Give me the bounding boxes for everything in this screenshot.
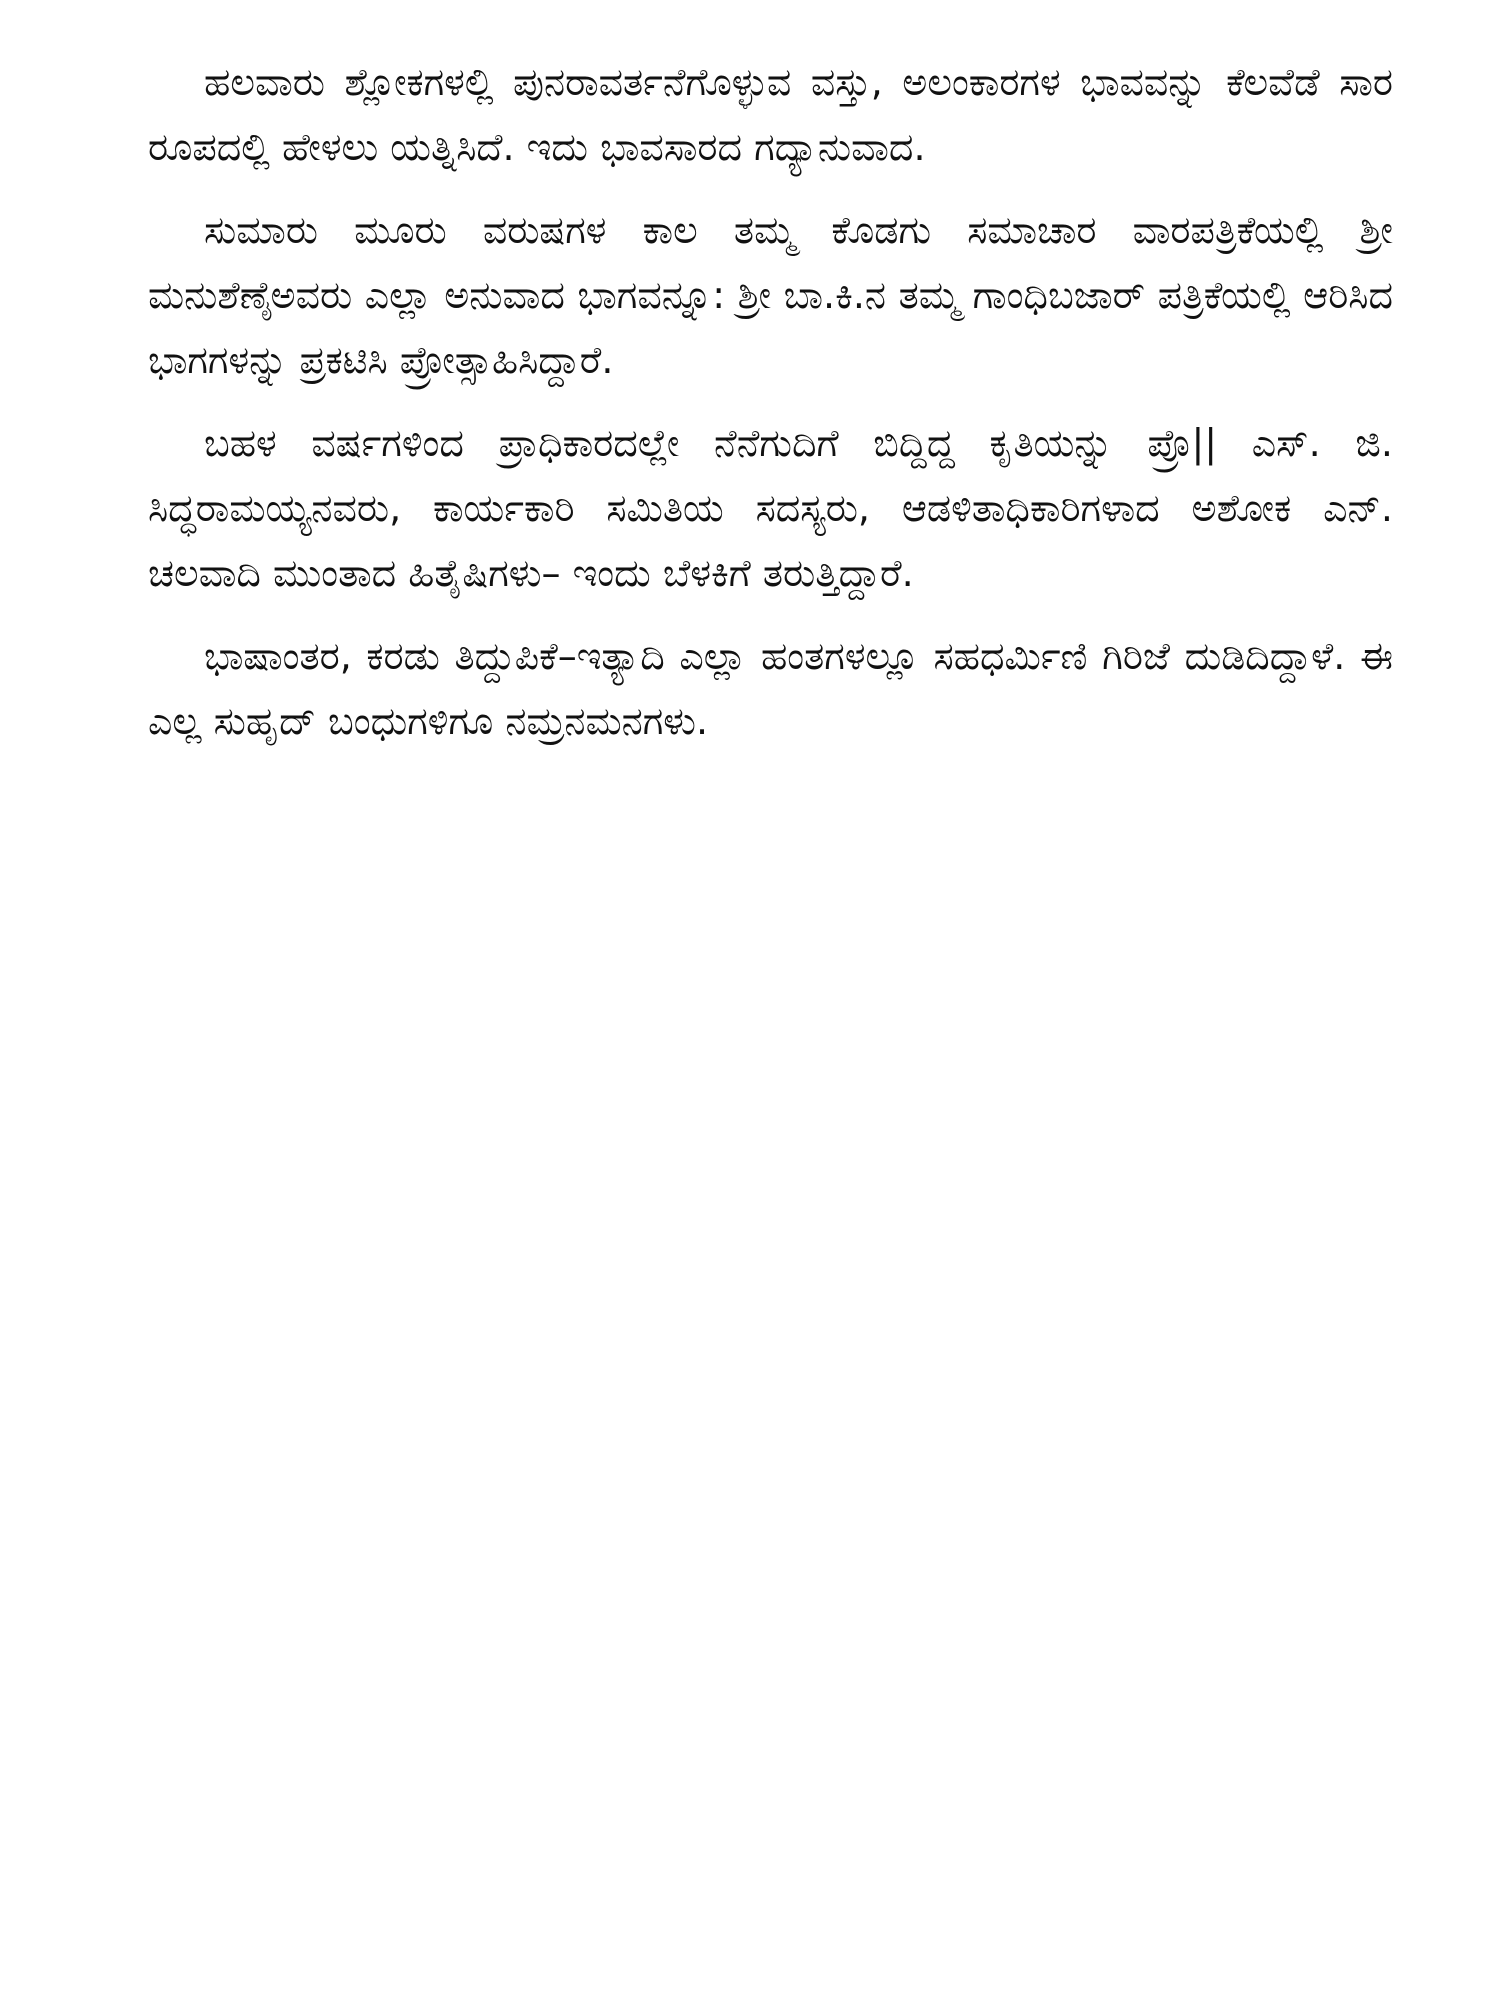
- paragraph-4: ಭಾಷಾಂತರ, ಕರಡು ತಿದ್ದುಪಿಕೆ–ಇತ್ಯಾದಿ ಎಲ್ಲಾ ಹಂತಗಳಲ್ಲೂ ಸಹಧರ್ಮಿಣಿ ಗಿರಿಜೆ ದುಡಿದಿದ್ದಾಳೆ. ಈ ಎಲ್ಲ ಸುಹೃದ್ ಬಂಧುಗಳಿಗೂ ನಮ್ರನಮನಗಳು.: [148, 634, 1393, 743]
- body-text: [148, 50, 1393, 772]
- paragraph-3: ಬಹಳ ವರ್ಷಗಳಿಂದ ಪ್ರಾಧಿಕಾರದಲ್ಲೇ ನೆನೆಗುದಿಗೆ ಬಿದ್ದಿದ್ದ ಕೃತಿಯನ್ನು ಪ್ರೊ|| ಎಸ್. ಜಿ. ಸಿದ್ಧರಾಮಯ್ಯನವರು, ಕಾರ್ಯಕಾರಿ ಸಮಿತಿಯ ಸದಸ್ಯರು, ಆಡಳಿತಾಧಿಕಾರಿಗಳಾದ ಅಶೋಕ ಎನ್. ಚಲವಾದಿ ಮುಂತಾದ ಹಿತೈಷಿಗಳು– ಇಂದು ಬೆಳಕಿಗೆ ತರುತ್ತಿದ್ದಾರೆ.: [148, 421, 1393, 595]
- paragraph-2: ಸುಮಾರು ಮೂರು ವರುಷಗಳ ಕಾಲ ತಮ್ಮ ಕೊಡಗು ಸಮಾಚಾರ ವಾರಪತ್ರಿಕೆಯಲ್ಲಿ ಶ್ರೀ ಮನುಶೆಣೈಅವರು ಎಲ್ಲಾ ಅನುವಾದ ಭಾಗವನ್ನೂ: ಶ್ರೀ ಬಾ.ಕಿ.ನ ತಮ್ಮ ಗಾಂಧಿಬಜಾರ್ ಪತ್ರಿಕೆಯಲ್ಲಿ ಆರಿಸಿದ ಭಾಗಗಳನ್ನು ಪ್ರಕಟಿಸಿ ಪ್ರೋತ್ಸಾಹಿಸಿದ್ದಾರೆ.: [148, 208, 1393, 382]
- paragraph-1: ಹಲವಾರು ಶ್ಲೋಕಗಳಲ್ಲಿ ಪುನರಾವರ್ತನೆಗೊಳ್ಳುವ ವಸ್ತು, ಅಲಂಕಾರಗಳ ಭಾವವನ್ನು ಕೆಲವೆಡೆ ಸಾರ ರೂಪದಲ್ಲಿ ಹೇಳಲು ಯತ್ನಿಸಿದೆ. ಇದು ಭಾವಸಾರದ ಗದ್ಯಾನುವಾದ.: [148, 60, 1393, 169]
